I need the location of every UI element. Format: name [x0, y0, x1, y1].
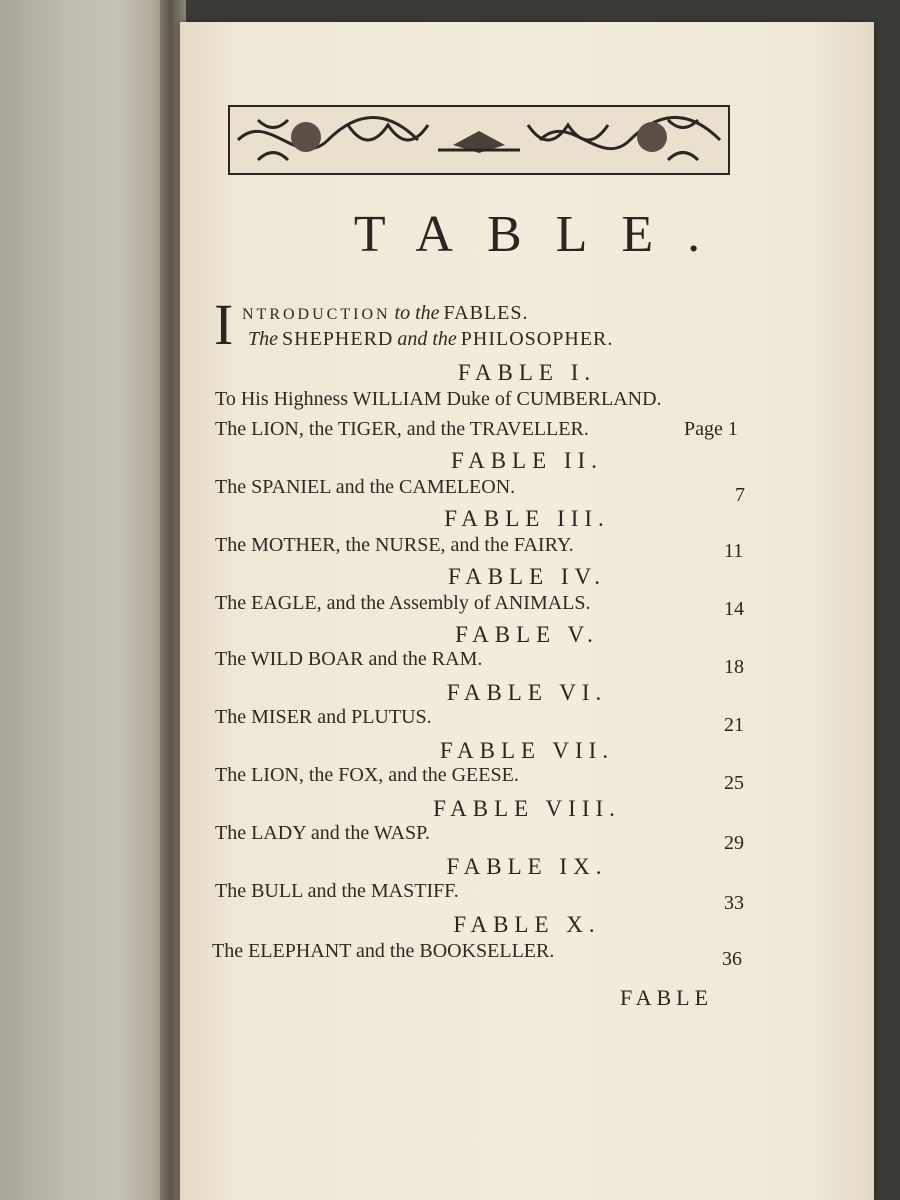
fable-heading: FABLE II. [451, 448, 603, 473]
left-page [0, 0, 168, 1200]
fable-heading: FABLE I. [457, 360, 597, 385]
fable-heading: FABLE IV. [448, 564, 606, 589]
fable-title: The ELEPHANT and the BOOKSELLER. [212, 940, 555, 962]
page-number: 18 [724, 656, 744, 678]
page-number: 14 [724, 598, 744, 620]
drop-cap: I [214, 292, 234, 357]
fable-title: The SPANIEL and the CAMELEON. [215, 476, 516, 498]
catchword: FABLE [620, 985, 714, 1010]
page-number: 33 [724, 892, 744, 914]
page-number: 25 [724, 772, 744, 794]
page-number: 21 [724, 714, 744, 736]
fable-title: The LION, the TIGER, and the TRAVELLER. [215, 418, 589, 440]
fable-heading: FABLE X. [453, 912, 601, 937]
fable-title: The EAGLE, and the Assembly of ANIMALS. [215, 592, 591, 614]
page-number: 7 [735, 484, 745, 506]
fable-heading: FABLE IX. [446, 854, 608, 879]
fable-heading: FABLE III. [444, 506, 610, 531]
fable-title: The MOTHER, the NURSE, and the FAIRY. [215, 534, 574, 556]
fable-heading: FABLE VIII. [433, 796, 621, 821]
page-number: 36 [722, 948, 742, 970]
page-number: 29 [724, 832, 744, 854]
fable-title: The MISER and PLUTUS. [215, 706, 432, 728]
intro-line-1: NTRODUCTION to the FABLES. [242, 302, 529, 324]
page-number: Page 1 [684, 418, 738, 440]
intro-line-2: The SHEPHERD and the PHILOSOPHER. [248, 328, 614, 350]
fable-title: The LION, the FOX, and the GEESE. [215, 764, 519, 786]
fable-title: The LADY and the WASP. [215, 822, 430, 844]
page-number: 11 [724, 540, 744, 562]
fable-heading: FABLE V. [455, 622, 599, 647]
fable-title: The BULL and the MASTIFF. [215, 880, 459, 902]
fable-heading: FABLE VII. [439, 738, 615, 763]
page-title: TABLE. [353, 206, 735, 263]
fable-heading: FABLE VI. [446, 680, 608, 705]
ornament-headpiece [228, 105, 730, 175]
dedication-line: To His Highness WILLIAM Duke of CUMBERLAND. [215, 388, 662, 410]
fable-title: The WILD BOAR and the RAM. [215, 648, 483, 670]
